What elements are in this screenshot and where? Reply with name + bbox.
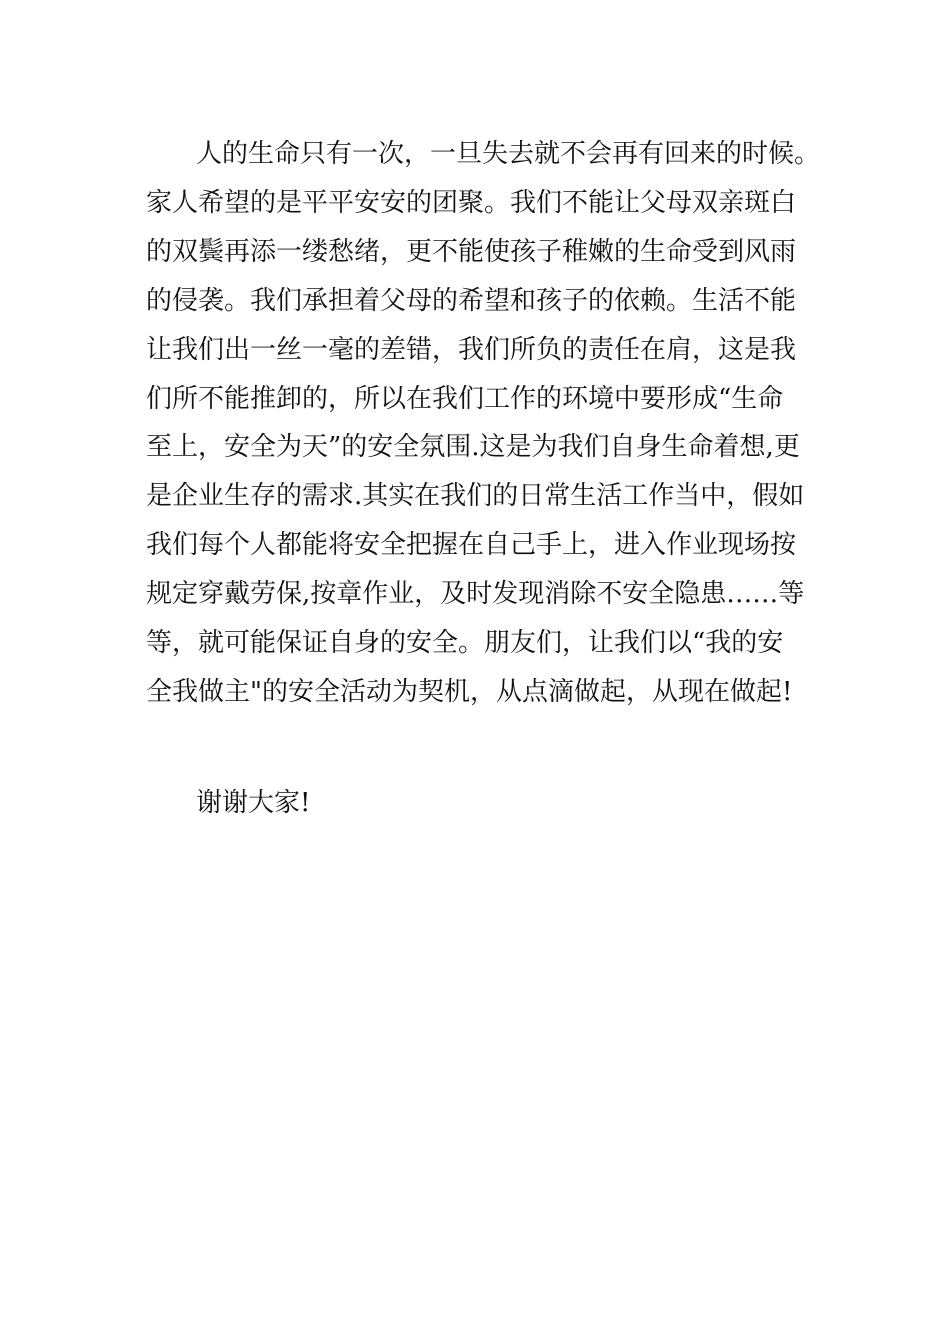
paragraph-line: 人的生命只有一次，一旦失去就不会再有回来的时候。 — [196, 139, 821, 169]
paragraph-line: 等，就可能保证自身的安全。朋友们，让我们以“我的安 — [146, 628, 784, 659]
paragraph-line: 家人希望的是平平安安的团聚。我们不能让父母双亲斑白 — [146, 187, 797, 218]
paragraph-line: 是企业生存的需求.其实在我们的日常生活工作当中，假如 — [146, 481, 805, 512]
paragraph-line: 的侵袭。我们承担着父母的希望和孩子的依赖。生活不能 — [146, 285, 797, 316]
closing-thanks: 谢谢大家! — [196, 788, 311, 818]
paragraph-line: 全我做主"的安全活动为契机，从点滴做起，从现在做起! — [146, 676, 793, 707]
paragraph-line: 规定穿戴劳保,按章作业，及时发现消除不安全隐患……等 — [146, 579, 805, 610]
paragraph-line: 的双鬓再添一缕愁绪，更不能使孩子稚嫩的生命受到风雨 — [146, 236, 797, 267]
paragraph-line: 我们每个人都能将安全把握在自己手上，进入作业现场按 — [146, 530, 797, 561]
paragraph-line: 们所不能推卸的，所以在我们工作的环境中要形成“生命 — [146, 383, 784, 414]
paragraph-line: 让我们出一丝一毫的差错，我们所负的责任在肩，这是我 — [146, 334, 797, 365]
speech-paragraph — [146, 130, 836, 717]
paragraph-line: 至上，安全为天”的安全氛围.这是为我们自身生命着想,更 — [146, 432, 800, 463]
